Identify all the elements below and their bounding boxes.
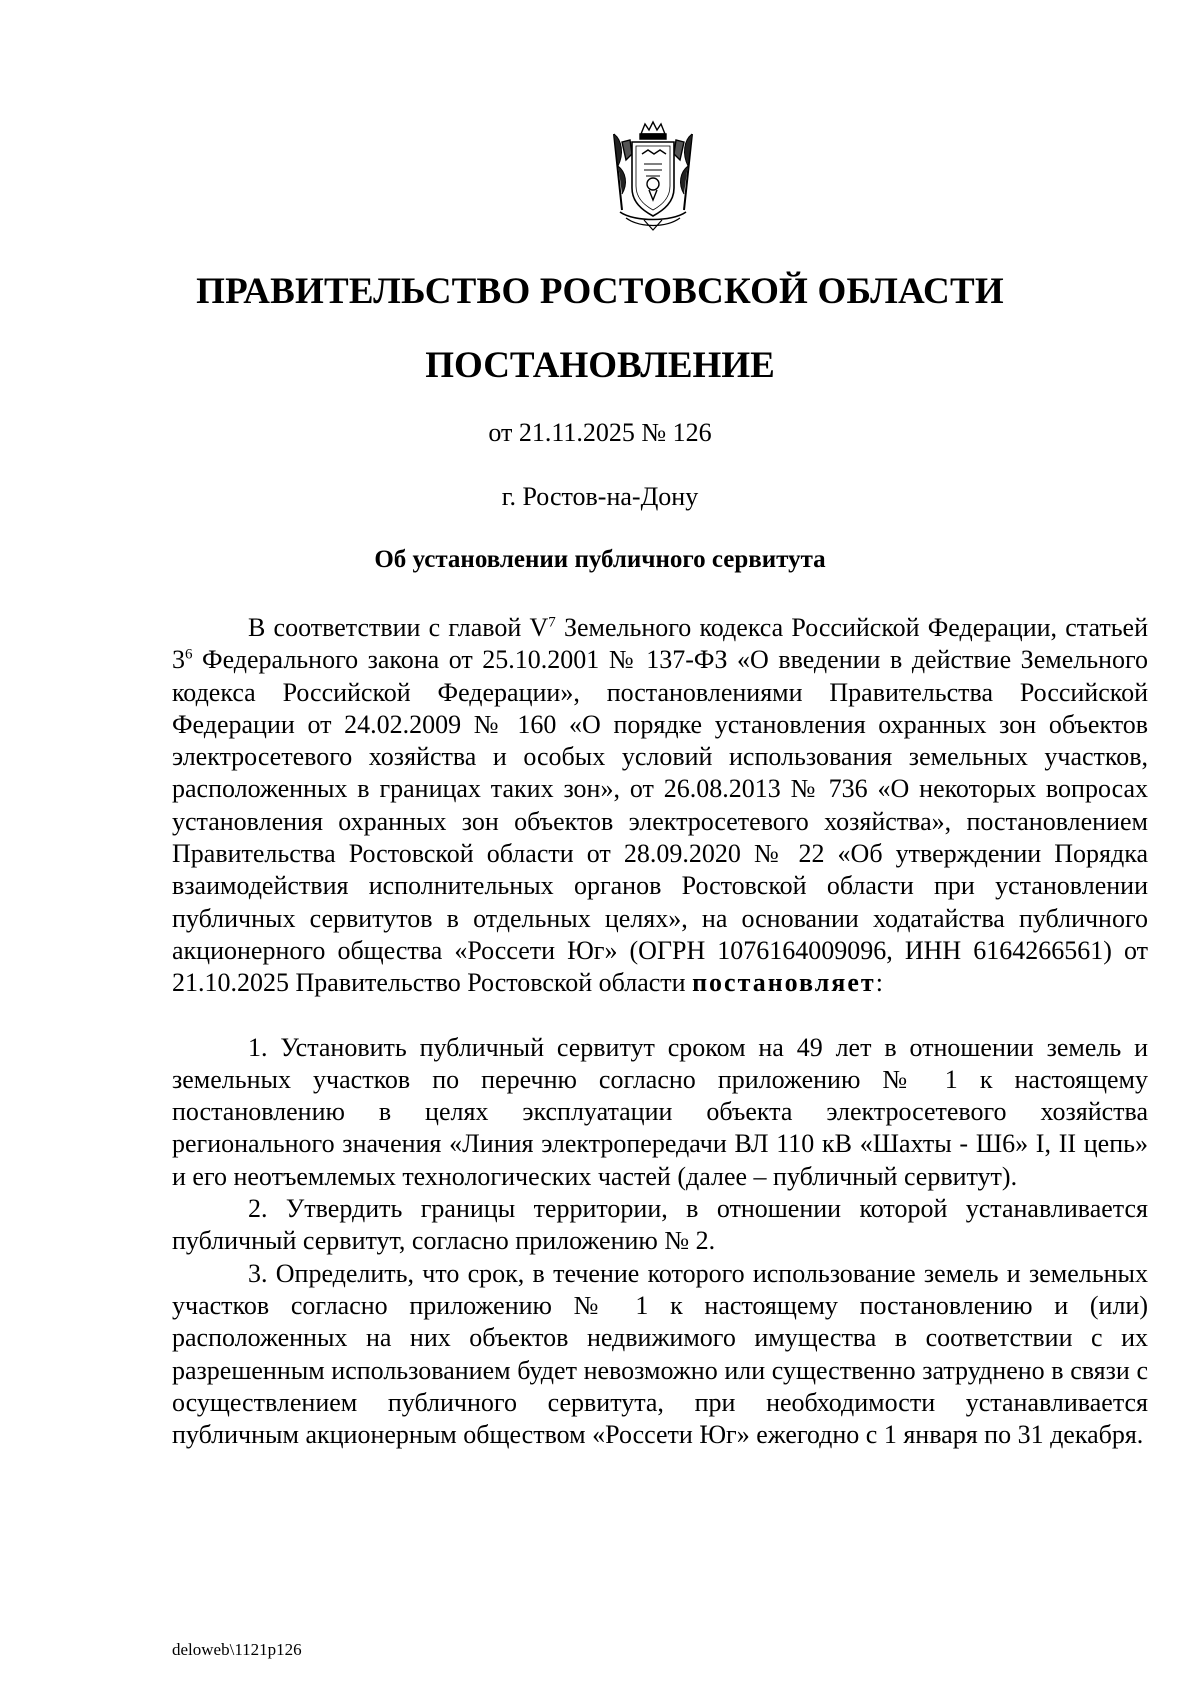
chapter-superscript: 7	[548, 614, 556, 631]
preamble-text-1: В соответствии с главой V	[248, 613, 549, 642]
file-reference: deloweb\1121p126	[172, 1640, 302, 1659]
issuer-title: ПРАВИТЕЛЬСТВО РОСТОВСКОЙ ОБЛАСТИ	[196, 271, 1004, 312]
article-superscript: 6	[185, 646, 193, 663]
decision-item-2: 2. Утвердить границы территории, в отношении которой устанавливается публичный сервитут, согласно приложению № 2.	[172, 1194, 1148, 1256]
decision-item-1: 1. Установить публичный сервитут сроком на 49 лет в отношении земель и земельных участков по перечню согласно приложению № 1 к настоящему постановлению в целях эксплуатации объекта электросетевого хозяйства регионального значения «Линия электропередачи ВЛ 110 кВ «Шахты - Ш6» I, II цепь» и его неотъемлемых технологических частей (далее – публичный сервитут).	[172, 1032, 1148, 1191]
preamble-text-3: Федерального закона от 25.10.2001 № 137-ФЗ «О введении в действие Земельного кодекса Российской Федерации», постановлениями Правительства Российской Федерации от 24.02.2009 № 160 «О порядке установления охранных зон объектов электросетевого хозяйства и особых условий использования земельных участков, расположенных в границах таких зон», от 26.08.2013 № 736 «О некоторых вопросах установления охранных зон объектов электросетевого хозяйства», постановлением Правительства Ростовской области от 28.09.2020 № 22 «Об утверждении Порядка взаимодействия исполнительных органов Ростовской области при установлении публичных сервитутов в отдельных целях», на основании ходатайства публичного акционерного общества «Россети Юг» (ОГРН 1076164009096, ИНН 6164266561) от 21.10.2025 Правительство Ростовской области	[172, 645, 1148, 998]
preamble-paragraph	[172, 612, 1148, 1000]
document-subject: Об установлении публичного сервитута	[374, 546, 826, 573]
issue-city: г. Ростов-на-Дону	[501, 482, 699, 511]
preamble-text-2: Земельного кодекса Российской Федерации, статьей 3	[172, 613, 1148, 675]
document-type: ПОСТАНОВЛЕНИЕ	[425, 345, 775, 386]
decision-item-3: 3. Определить, что срок, в течение которого использование земель и земельных участков согласно приложению № 1 к настоящему постановлению и (или) расположенных на них объектов недвижимого имущества в соответствии с их разрешенным использованием будет невозможно или существенно затруднено в связи с осуществлением публичного сервитута, при необходимости устанавливается публичным акционерным обществом «Россети Юг» ежегодно с 1 января по 31 декабря.	[172, 1258, 1148, 1450]
preamble-end: :	[875, 968, 883, 998]
document-body	[172, 612, 1148, 1451]
document-date-number: от 21.11.2025 № 126	[488, 418, 712, 447]
decides-word: постановляет	[692, 968, 876, 998]
coat-of-arms-emblem-icon	[604, 120, 702, 232]
